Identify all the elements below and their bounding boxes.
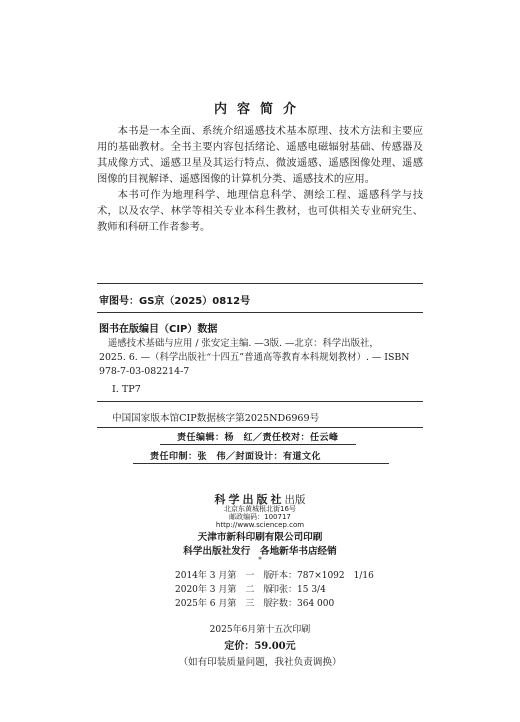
- price: 定价：59.00元: [224, 641, 296, 652]
- publisher-postcode: 邮政编码：100717: [229, 513, 291, 521]
- publisher-suffix: 出版: [284, 494, 306, 506]
- edition-date: 2025年 6 月第 三 版: [175, 599, 273, 609]
- edition-spec: 787×1092 1/16: [297, 571, 374, 581]
- abstract-text: [97, 123, 423, 235]
- cip-heading: 图书在版编目（CIP）数据: [99, 324, 218, 335]
- cip-line: 遥感技术基础与应用 / 张安定主编. —3版. —北京：科学出版社，: [108, 338, 379, 349]
- printer-line: 天津市新科印刷有限公司印刷: [197, 532, 323, 543]
- edition-spec-label: 印张：: [270, 585, 298, 595]
- edition-row: [175, 582, 326, 595]
- credits-production: 责任印制：张 伟／封面设计：有道文化: [150, 452, 322, 462]
- edition-spec-label: 开本：: [270, 571, 298, 581]
- cip-line: 2025. 6. —（科学出版社“十四五”普通高等教育本科规划教材）. — ISBN: [99, 352, 410, 363]
- cip-line: 978-7-03-082214-7: [99, 366, 190, 377]
- edition-row: [175, 568, 374, 581]
- divider: [97, 312, 423, 313]
- edition-row: [175, 596, 334, 609]
- edition-spec: 15 3/4: [297, 585, 326, 595]
- cip-number: 中国国家版本馆CIP数据核字第2025ND6969号: [112, 413, 320, 424]
- edition-date: 2014年 3 月第 一 版: [175, 571, 273, 581]
- abstract-paragraph: 本书是一本全面、系统介绍遥感技术基本原理、技术方法和主要应用的基础教材。全书主要内容包括绪论、遥感电磁辐射基础、传感器及其成像方式、遥感卫星及其运行特点、微波遥感、遥感图像处理、遥感图像的目视解译、遥感图像的计算机分类、遥感技术的应用。: [97, 125, 423, 185]
- edition-spec: 364 000: [297, 599, 335, 609]
- page-title: 内容简介: [213, 102, 306, 117]
- abstract-paragraph: 本书可作为地理科学、地理信息科学、测绘工程、遥感科学与技术，以及农学、林学等相关专业本科生教材，也可供相关专业研究生、教师和科研工作者参考。: [97, 189, 423, 233]
- map-review-number: 审图号：GS京（2025）0812号: [99, 296, 251, 307]
- publisher-address: 北京东黄城根北街16号: [224, 505, 296, 513]
- edition-date: 2020年 3 月第 二 版: [175, 585, 273, 595]
- publisher-website: http://www.sciencep.com: [215, 521, 305, 529]
- divider: [160, 444, 356, 445]
- publisher-logo: 科学出版社: [214, 493, 285, 506]
- cip-classification: Ⅰ. TP7: [112, 384, 141, 395]
- reprint-line: 2025年6月第十五次印刷: [209, 625, 311, 635]
- divider: [97, 427, 423, 428]
- distribution-line: 科学出版社发行 各地新华书店经销: [183, 546, 337, 557]
- quality-note: （如有印装质量问题，我社负责调换）: [178, 657, 342, 668]
- separator-star: *: [258, 556, 262, 564]
- cip-record: [99, 337, 426, 379]
- divider: [97, 283, 423, 284]
- edition-spec-label: 字数：: [270, 599, 298, 609]
- divider: [133, 463, 389, 464]
- divider: [97, 401, 423, 402]
- credits-editor: 责任编辑：杨 红／责任校对：任云峰: [177, 433, 339, 443]
